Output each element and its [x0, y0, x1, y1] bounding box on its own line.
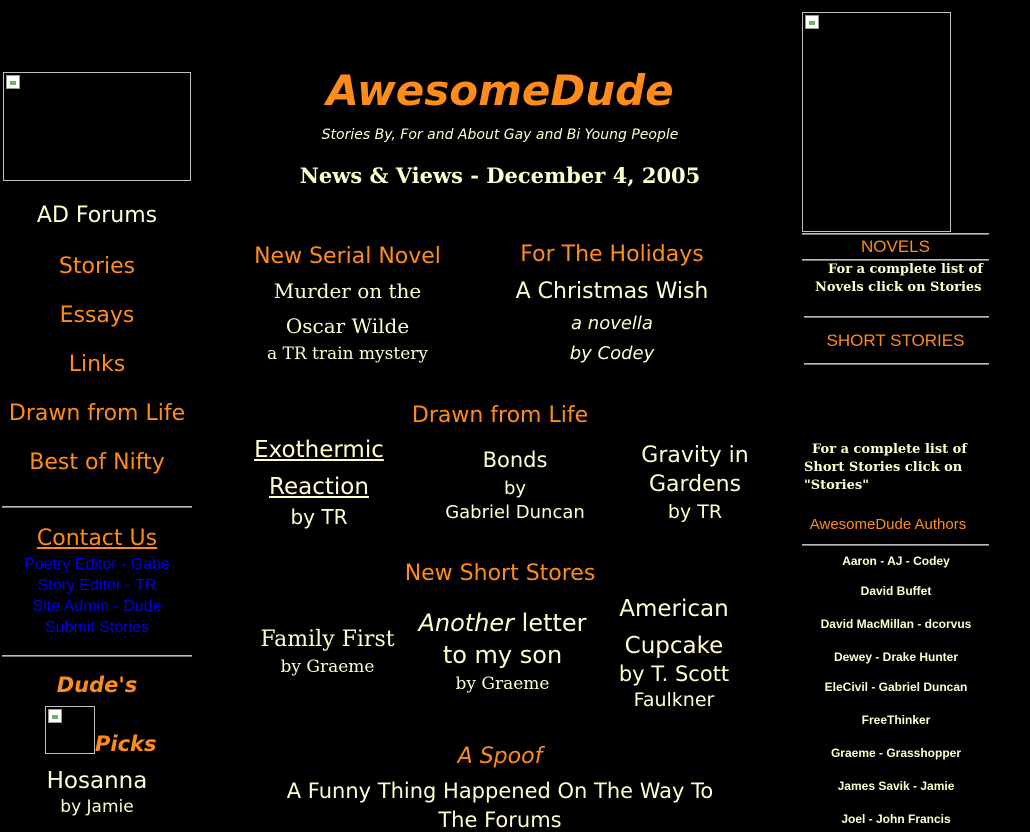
drawn-item-1-title-line2[interactable]: Reaction	[269, 474, 369, 500]
author-row-4[interactable]: Dewey - Drake Hunter	[833, 650, 959, 664]
broken-image-icon	[805, 15, 819, 29]
author-row-9[interactable]: Joel - John Francis	[841, 812, 951, 826]
short-note-line2: Short Stories click on	[804, 460, 963, 475]
holidays-title[interactable]: A Christmas Wish	[515, 279, 709, 304]
submit-stories-link[interactable]: Submit Stories	[44, 619, 150, 636]
short-stories-heading: New Short Stores	[404, 561, 596, 586]
author-row-2[interactable]: David Buffet	[860, 584, 932, 598]
short-item-2-title-line2[interactable]: to my son	[442, 641, 563, 669]
nav-ad-forums[interactable]: AD Forums	[36, 203, 158, 228]
serial-subtitle: a TR train mystery	[266, 344, 429, 364]
drawn-item-1-title-line1[interactable]: Exothermic	[254, 437, 384, 463]
short-item-2-author: by Graeme	[455, 674, 550, 694]
spoof-heading: A Spoof	[457, 744, 543, 769]
right-divider-5	[802, 544, 989, 546]
nav-essays[interactable]: Essays	[59, 303, 135, 328]
nav-stories[interactable]: Stories	[58, 254, 136, 279]
author-row-5[interactable]: EleCivil - Gabriel Duncan	[824, 680, 968, 694]
nav-drawn-from-life[interactable]: Drawn from Life	[8, 401, 186, 426]
holidays-author: by Codey	[569, 343, 655, 364]
novels-note-line1: For a complete list of	[828, 262, 983, 277]
short-note-line1: For a complete list of	[812, 442, 967, 457]
short-item-1-author: by Graeme	[280, 657, 375, 677]
site-tagline: Stories By, For and About Gay and Bi Young People	[321, 127, 679, 143]
drawn-heading: Drawn from Life	[411, 403, 589, 428]
picks-story-author: by Jamie	[60, 797, 134, 817]
right-divider-3	[804, 316, 989, 318]
broken-image-icon	[6, 75, 20, 89]
site-title: AwesomeDude	[326, 66, 674, 115]
short-item-1-title[interactable]: Family First	[260, 627, 395, 652]
drawn-item-2-title[interactable]: Bonds	[482, 448, 548, 472]
short-item-3-author-line2: Faulkner	[633, 689, 715, 711]
spoof-title-line2[interactable]: The Forums	[438, 808, 562, 832]
drawn-item-3-title-line2[interactable]: Gardens	[648, 472, 742, 497]
news-date-heading: News & Views - December 4, 2005	[299, 163, 701, 188]
drawn-item-2-author: Gabriel Duncan	[445, 502, 585, 523]
broken-image-icon	[48, 709, 62, 723]
serial-title-line1[interactable]: Murder on the	[273, 279, 422, 303]
author-row-6[interactable]: FreeThinker	[861, 713, 931, 727]
holidays-kind: a novella	[571, 313, 653, 334]
nav-links[interactable]: Links	[68, 352, 126, 377]
short-item-3-title-line1[interactable]: American	[619, 596, 729, 622]
drawn-item-3-author: by TR	[667, 501, 723, 523]
serial-heading: New Serial Novel	[254, 244, 441, 269]
nav-best-of-nifty[interactable]: Best of Nifty	[29, 450, 165, 475]
holidays-heading: For The Holidays	[520, 242, 704, 267]
left-divider-2	[2, 655, 192, 657]
left-banner-image	[3, 72, 191, 181]
poetry-editor-link[interactable]: Poetry Editor - Gabe	[24, 556, 170, 573]
short-note-line3: "Stories"	[804, 478, 869, 493]
spoof-title-line1[interactable]: A Funny Thing Happened On The Way To	[286, 779, 714, 803]
right-divider-1	[802, 233, 989, 235]
picks-image	[45, 706, 95, 754]
author-row-8[interactable]: James Savik - Jamie	[837, 779, 955, 793]
picks-label: Picks	[95, 732, 157, 756]
picks-story-title[interactable]: Hosanna	[46, 768, 148, 794]
serial-title-line2[interactable]: Oscar Wilde	[285, 314, 410, 338]
dudes-picks-title: Dude's	[56, 673, 138, 697]
site-admin-link[interactable]: Site Admin - Dude	[32, 598, 162, 615]
short-item-2-title-line1[interactable]	[405, 609, 600, 637]
short-item-2-title-rest[interactable]: letter	[514, 609, 587, 637]
story-editor-link[interactable]: Story Editor - TR	[37, 577, 157, 594]
novels-note-line2: Novels click on Stories	[815, 280, 982, 295]
right-divider-2	[802, 259, 989, 261]
drawn-item-2-by: by	[503, 478, 527, 499]
drawn-item-3-title-line1[interactable]: Gravity in	[641, 443, 749, 468]
author-row-7[interactable]: Graeme - Grasshopper	[830, 746, 962, 760]
author-row-1[interactable]: Aaron - AJ - Codey	[842, 554, 950, 568]
contact-us-link[interactable]: Contact Us	[36, 526, 158, 551]
short-stories-right-heading[interactable]: SHORT STORIES	[826, 331, 965, 350]
right-divider-4	[804, 363, 989, 365]
short-item-3-title-line2[interactable]: Cupcake	[624, 633, 724, 659]
author-row-3[interactable]: David MacMillan - dcorvus	[820, 617, 972, 631]
novels-heading: NOVELS	[861, 237, 930, 256]
short-item-2-title-em[interactable]: Another	[418, 609, 515, 637]
short-item-3-author-line1: by T. Scott	[618, 662, 730, 686]
right-banner-image	[802, 12, 951, 232]
drawn-item-1-author: by TR	[290, 505, 348, 529]
authors-heading: AwesomeDude Authors	[809, 516, 967, 533]
left-divider-1	[2, 506, 192, 508]
